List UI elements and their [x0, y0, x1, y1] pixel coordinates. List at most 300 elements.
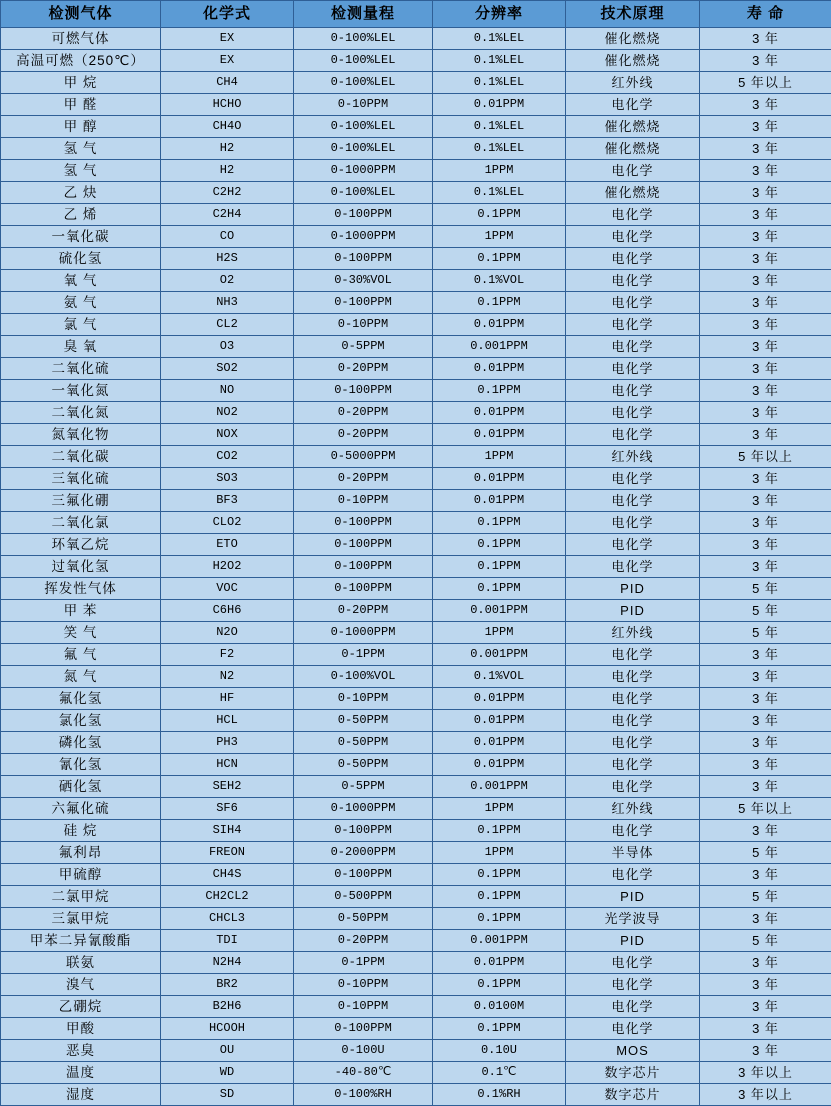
table-cell: 氰化氢	[1, 754, 161, 776]
table-cell: 0-500PPM	[294, 886, 433, 908]
table-cell: 1PPM	[433, 160, 566, 182]
table-row	[1, 116, 831, 138]
table-cell: 甲苯二异氰酸酯	[1, 930, 161, 952]
table-cell: 红外线	[566, 446, 700, 468]
table-cell: 甲 烷	[1, 72, 161, 94]
table-cell: 5 年	[700, 930, 831, 952]
table-cell: 0-100PPM	[294, 248, 433, 270]
table-cell: 1PPM	[433, 798, 566, 820]
table-cell: 0.01PPM	[433, 314, 566, 336]
table-cell: 六氟化硫	[1, 798, 161, 820]
table-cell: 0-20PPM	[294, 600, 433, 622]
table-cell: 5 年	[700, 622, 831, 644]
table-cell: 0-100PPM	[294, 556, 433, 578]
table-cell: HCOOH	[161, 1018, 294, 1040]
table-cell: 电化学	[566, 490, 700, 512]
table-cell: 0.1%LEL	[433, 138, 566, 160]
table-cell: CH2CL2	[161, 886, 294, 908]
table-cell: 氮氧化物	[1, 424, 161, 446]
table-cell: 5 年以上	[700, 446, 831, 468]
table-row	[1, 424, 831, 446]
table-cell: 0.01PPM	[433, 490, 566, 512]
table-row	[1, 380, 831, 402]
table-row	[1, 1084, 831, 1106]
table-cell: 3 年	[700, 380, 831, 402]
table-cell: NO2	[161, 402, 294, 424]
table-cell: 0-50PPM	[294, 732, 433, 754]
table-row	[1, 798, 831, 820]
table-cell: 0.1PPM	[433, 248, 566, 270]
table-cell: 0-100%LEL	[294, 72, 433, 94]
table-row	[1, 842, 831, 864]
table-cell: 电化学	[566, 336, 700, 358]
table-cell: OU	[161, 1040, 294, 1062]
column-header-resolution: 分辨率	[433, 1, 566, 28]
table-cell: 0.1PPM	[433, 1018, 566, 1040]
table-cell: 电化学	[566, 666, 700, 688]
table-cell: 3 年	[700, 908, 831, 930]
table-row	[1, 1018, 831, 1040]
table-cell: 0-1PPM	[294, 952, 433, 974]
table-cell: 磷化氢	[1, 732, 161, 754]
table-cell: 二氧化氯	[1, 512, 161, 534]
table-cell: CHCL3	[161, 908, 294, 930]
table-cell: 半导体	[566, 842, 700, 864]
column-header-lifetime: 寿 命	[700, 1, 831, 28]
table-row	[1, 72, 831, 94]
table-cell: 3 年	[700, 314, 831, 336]
table-row	[1, 622, 831, 644]
table-row	[1, 402, 831, 424]
table-cell: 0.01PPM	[433, 424, 566, 446]
table-cell: 氟 气	[1, 644, 161, 666]
table-cell: CO	[161, 226, 294, 248]
table-cell: 3 年	[700, 820, 831, 842]
table-cell: 氢 气	[1, 160, 161, 182]
table-cell: 0.01PPM	[433, 952, 566, 974]
table-cell: 3 年	[700, 710, 831, 732]
table-cell: N2	[161, 666, 294, 688]
table-cell: 0.01PPM	[433, 94, 566, 116]
table-cell: 3 年	[700, 292, 831, 314]
table-cell: N2H4	[161, 952, 294, 974]
table-cell: 硅 烷	[1, 820, 161, 842]
table-cell: 0.01PPM	[433, 688, 566, 710]
table-cell: HF	[161, 688, 294, 710]
table-cell: 电化学	[566, 358, 700, 380]
table-cell: 0-100PPM	[294, 204, 433, 226]
table-cell: 0.1PPM	[433, 820, 566, 842]
table-cell: 二氧化氮	[1, 402, 161, 424]
table-cell: CH4O	[161, 116, 294, 138]
table-cell: 3 年	[700, 358, 831, 380]
table-cell: 0.1℃	[433, 1062, 566, 1084]
table-row	[1, 710, 831, 732]
table-cell: 3 年	[700, 644, 831, 666]
table-cell: 电化学	[566, 1018, 700, 1040]
table-cell: 3 年	[700, 50, 831, 72]
table-cell: 甲硫醇	[1, 864, 161, 886]
table-cell: 5 年	[700, 842, 831, 864]
column-header-principle: 技术原理	[566, 1, 700, 28]
table-cell: VOC	[161, 578, 294, 600]
table-cell: 5 年	[700, 600, 831, 622]
table-cell: FREON	[161, 842, 294, 864]
table-row	[1, 886, 831, 908]
table-cell: 0.1%LEL	[433, 72, 566, 94]
table-cell: 0.1%LEL	[433, 116, 566, 138]
table-cell: 5 年	[700, 578, 831, 600]
table-row	[1, 512, 831, 534]
table-cell: SO2	[161, 358, 294, 380]
table-cell: 3 年	[700, 974, 831, 996]
table-cell: 三氧化硫	[1, 468, 161, 490]
table-cell: 3 年	[700, 490, 831, 512]
table-cell: PID	[566, 886, 700, 908]
table-cell: 臭 氧	[1, 336, 161, 358]
table-cell: C6H6	[161, 600, 294, 622]
table-cell: 0-100%LEL	[294, 28, 433, 50]
table-cell: 笑 气	[1, 622, 161, 644]
table-header	[1, 1, 831, 28]
table-cell: 3 年	[700, 556, 831, 578]
table-cell: 电化学	[566, 160, 700, 182]
table-row	[1, 908, 831, 930]
table-cell: SO3	[161, 468, 294, 490]
table-cell: 0-1000PPM	[294, 798, 433, 820]
table-cell: PH3	[161, 732, 294, 754]
table-cell: 0.1PPM	[433, 512, 566, 534]
table-row	[1, 820, 831, 842]
table-cell: 电化学	[566, 820, 700, 842]
table-cell: 氯 气	[1, 314, 161, 336]
table-cell: H2	[161, 160, 294, 182]
table-cell: 二氧化硫	[1, 358, 161, 380]
table-row	[1, 182, 831, 204]
table-cell: 电化学	[566, 556, 700, 578]
table-row	[1, 94, 831, 116]
table-cell: 3 年	[700, 996, 831, 1018]
table-cell: 红外线	[566, 622, 700, 644]
table-cell: NOX	[161, 424, 294, 446]
table-cell: 3 年	[700, 270, 831, 292]
table-row	[1, 1062, 831, 1084]
table-cell: 3 年	[700, 116, 831, 138]
table-cell: 电化学	[566, 314, 700, 336]
table-cell: 0-1000PPM	[294, 226, 433, 248]
table-row	[1, 358, 831, 380]
table-cell: BR2	[161, 974, 294, 996]
table-cell: 3 年	[700, 688, 831, 710]
table-row	[1, 50, 831, 72]
table-cell: 0-10PPM	[294, 688, 433, 710]
table-cell: 催化燃烧	[566, 50, 700, 72]
table-cell: BF3	[161, 490, 294, 512]
column-header-range: 检测量程	[294, 1, 433, 28]
table-row	[1, 732, 831, 754]
table-cell: 3 年	[700, 468, 831, 490]
table-cell: 0-2000PPM	[294, 842, 433, 864]
table-cell: 0.1PPM	[433, 974, 566, 996]
table-cell: 0-100PPM	[294, 512, 433, 534]
table-cell: NH3	[161, 292, 294, 314]
table-cell: 0.1PPM	[433, 534, 566, 556]
table-cell: 乙 烯	[1, 204, 161, 226]
table-cell: 电化学	[566, 270, 700, 292]
table-cell: 3 年	[700, 160, 831, 182]
table-cell: 电化学	[566, 402, 700, 424]
table-cell: 3 年	[700, 534, 831, 556]
table-cell: 氮 气	[1, 666, 161, 688]
table-cell: 0.1PPM	[433, 886, 566, 908]
table-row	[1, 952, 831, 974]
table-cell: CL2	[161, 314, 294, 336]
table-cell: 氟利昂	[1, 842, 161, 864]
table-row	[1, 204, 831, 226]
table-cell: 电化学	[566, 292, 700, 314]
table-cell: 0-10PPM	[294, 314, 433, 336]
table-cell: 0-100%RH	[294, 1084, 433, 1106]
table-row	[1, 534, 831, 556]
table-cell: 0.1PPM	[433, 578, 566, 600]
table-cell: -40-80℃	[294, 1062, 433, 1084]
table-cell: 3 年	[700, 248, 831, 270]
table-cell: H2O2	[161, 556, 294, 578]
table-cell: 0.0100M	[433, 996, 566, 1018]
table-cell: 电化学	[566, 732, 700, 754]
table-cell: PID	[566, 600, 700, 622]
table-cell: 0-100PPM	[294, 292, 433, 314]
table-cell: 光学波导	[566, 908, 700, 930]
table-cell: 0.01PPM	[433, 468, 566, 490]
table-cell: 3 年以上	[700, 1062, 831, 1084]
table-cell: 电化学	[566, 468, 700, 490]
table-cell: 电化学	[566, 776, 700, 798]
table-cell: N2O	[161, 622, 294, 644]
table-cell: 二氯甲烷	[1, 886, 161, 908]
table-cell: 甲 苯	[1, 600, 161, 622]
table-cell: 氢 气	[1, 138, 161, 160]
table-cell: 3 年	[700, 776, 831, 798]
table-cell: 0.001PPM	[433, 336, 566, 358]
table-cell: PID	[566, 930, 700, 952]
table-cell: 5 年以上	[700, 798, 831, 820]
column-header-gas: 检测气体	[1, 1, 161, 28]
table-cell: 催化燃烧	[566, 138, 700, 160]
table-row	[1, 138, 831, 160]
table-row	[1, 336, 831, 358]
table-cell: O3	[161, 336, 294, 358]
table-cell: 电化学	[566, 974, 700, 996]
table-cell: 3 年	[700, 754, 831, 776]
table-cell: 0-100PPM	[294, 1018, 433, 1040]
table-cell: 二氧化碳	[1, 446, 161, 468]
table-cell: 0-5PPM	[294, 776, 433, 798]
table-cell: 5 年以上	[700, 72, 831, 94]
table-cell: 乙 炔	[1, 182, 161, 204]
table-cell: CH4	[161, 72, 294, 94]
table-cell: C2H4	[161, 204, 294, 226]
table-cell: 0-5000PPM	[294, 446, 433, 468]
table-cell: 0.001PPM	[433, 600, 566, 622]
table-cell: CH4S	[161, 864, 294, 886]
table-cell: 0.1PPM	[433, 556, 566, 578]
table-row	[1, 600, 831, 622]
table-cell: O2	[161, 270, 294, 292]
table-row	[1, 996, 831, 1018]
table-row	[1, 248, 831, 270]
table-row	[1, 160, 831, 182]
table-row	[1, 28, 831, 50]
table-cell: HCN	[161, 754, 294, 776]
table-cell: 联氨	[1, 952, 161, 974]
table-cell: 3 年	[700, 182, 831, 204]
table-cell: 3 年	[700, 1018, 831, 1040]
table-cell: 可燃气体	[1, 28, 161, 50]
table-cell: 乙硼烷	[1, 996, 161, 1018]
table-cell: 硒化氢	[1, 776, 161, 798]
table-cell: F2	[161, 644, 294, 666]
table-body	[1, 28, 831, 1106]
table-cell: 0-100%LEL	[294, 116, 433, 138]
table-cell: 0-10PPM	[294, 974, 433, 996]
table-cell: 一氧化氮	[1, 380, 161, 402]
table-cell: 氨 气	[1, 292, 161, 314]
table-cell: 数字芯片	[566, 1084, 700, 1106]
table-cell: 0-10PPM	[294, 996, 433, 1018]
table-cell: 0.1PPM	[433, 380, 566, 402]
table-cell: 氟化氢	[1, 688, 161, 710]
table-cell: NO	[161, 380, 294, 402]
table-cell: 0.01PPM	[433, 732, 566, 754]
table-cell: 0.001PPM	[433, 930, 566, 952]
table-cell: 0-50PPM	[294, 754, 433, 776]
table-cell: SIH4	[161, 820, 294, 842]
table-cell: 3 年	[700, 226, 831, 248]
table-cell: PID	[566, 578, 700, 600]
table-cell: 电化学	[566, 512, 700, 534]
table-cell: 3 年	[700, 336, 831, 358]
table-cell: 温度	[1, 1062, 161, 1084]
table-cell: 恶臭	[1, 1040, 161, 1062]
table-cell: 3 年	[700, 732, 831, 754]
table-cell: 电化学	[566, 644, 700, 666]
table-cell: 3 年	[700, 28, 831, 50]
table-cell: 电化学	[566, 996, 700, 1018]
table-cell: 0-100PPM	[294, 864, 433, 886]
table-cell: 3 年以上	[700, 1084, 831, 1106]
table-cell: 0.1PPM	[433, 292, 566, 314]
table-row	[1, 446, 831, 468]
table-cell: 电化学	[566, 226, 700, 248]
table-cell: H2S	[161, 248, 294, 270]
table-cell: 电化学	[566, 864, 700, 886]
table-cell: 3 年	[700, 864, 831, 886]
table-cell: 0.01PPM	[433, 402, 566, 424]
table-cell: 电化学	[566, 754, 700, 776]
table-cell: 0-50PPM	[294, 710, 433, 732]
table-cell: 0-50PPM	[294, 908, 433, 930]
table-cell: 0-20PPM	[294, 424, 433, 446]
table-cell: CO2	[161, 446, 294, 468]
table-cell: 挥发性气体	[1, 578, 161, 600]
table-row	[1, 974, 831, 996]
table-cell: 0.1%LEL	[433, 50, 566, 72]
table-cell: 0-1000PPM	[294, 622, 433, 644]
table-row	[1, 314, 831, 336]
table-cell: 0-100PPM	[294, 534, 433, 556]
table-row	[1, 666, 831, 688]
table-cell: 0.01PPM	[433, 754, 566, 776]
table-cell: 3 年	[700, 512, 831, 534]
table-cell: MOS	[566, 1040, 700, 1062]
table-cell: 1PPM	[433, 622, 566, 644]
column-header-formula: 化学式	[161, 1, 294, 28]
table-cell: 红外线	[566, 798, 700, 820]
table-cell: 1PPM	[433, 446, 566, 468]
table-cell: 0-100U	[294, 1040, 433, 1062]
table-row	[1, 292, 831, 314]
table-cell: 1PPM	[433, 842, 566, 864]
table-cell: 电化学	[566, 688, 700, 710]
table-cell: 一氧化碳	[1, 226, 161, 248]
table-cell: 三氯甲烷	[1, 908, 161, 930]
table-cell: 0-100PPM	[294, 578, 433, 600]
table-cell: 电化学	[566, 710, 700, 732]
table-cell: 0-100%LEL	[294, 138, 433, 160]
table-cell: 0.1PPM	[433, 908, 566, 930]
table-cell: 甲酸	[1, 1018, 161, 1040]
table-cell: 0.001PPM	[433, 644, 566, 666]
table-cell: 1PPM	[433, 226, 566, 248]
table-cell: B2H6	[161, 996, 294, 1018]
table-cell: 湿度	[1, 1084, 161, 1106]
table-cell: 3 年	[700, 666, 831, 688]
table-cell: ETO	[161, 534, 294, 556]
table-cell: 3 年	[700, 204, 831, 226]
table-row	[1, 1040, 831, 1062]
table-row	[1, 556, 831, 578]
table-cell: 0-10PPM	[294, 94, 433, 116]
table-cell: 0.01PPM	[433, 710, 566, 732]
table-cell: CLO2	[161, 512, 294, 534]
table-cell: 0.01PPM	[433, 358, 566, 380]
table-cell: 0-20PPM	[294, 468, 433, 490]
table-cell: SF6	[161, 798, 294, 820]
table-row	[1, 644, 831, 666]
table-cell: 0-100%LEL	[294, 50, 433, 72]
table-cell: TDI	[161, 930, 294, 952]
table-cell: 电化学	[566, 94, 700, 116]
table-cell: 0-10PPM	[294, 490, 433, 512]
table-cell: 0.1PPM	[433, 204, 566, 226]
table-cell: 氯化氢	[1, 710, 161, 732]
table-row	[1, 688, 831, 710]
table-cell: 电化学	[566, 204, 700, 226]
table-row	[1, 226, 831, 248]
table-cell: 催化燃烧	[566, 28, 700, 50]
table-cell: 电化学	[566, 380, 700, 402]
table-cell: 0-20PPM	[294, 930, 433, 952]
table-cell: 3 年	[700, 138, 831, 160]
table-cell: 0.10U	[433, 1040, 566, 1062]
table-cell: 0-1000PPM	[294, 160, 433, 182]
table-row	[1, 776, 831, 798]
table-cell: 0.1%LEL	[433, 28, 566, 50]
table-row	[1, 578, 831, 600]
table-cell: 0-100PPM	[294, 820, 433, 842]
table-cell: 甲 醛	[1, 94, 161, 116]
